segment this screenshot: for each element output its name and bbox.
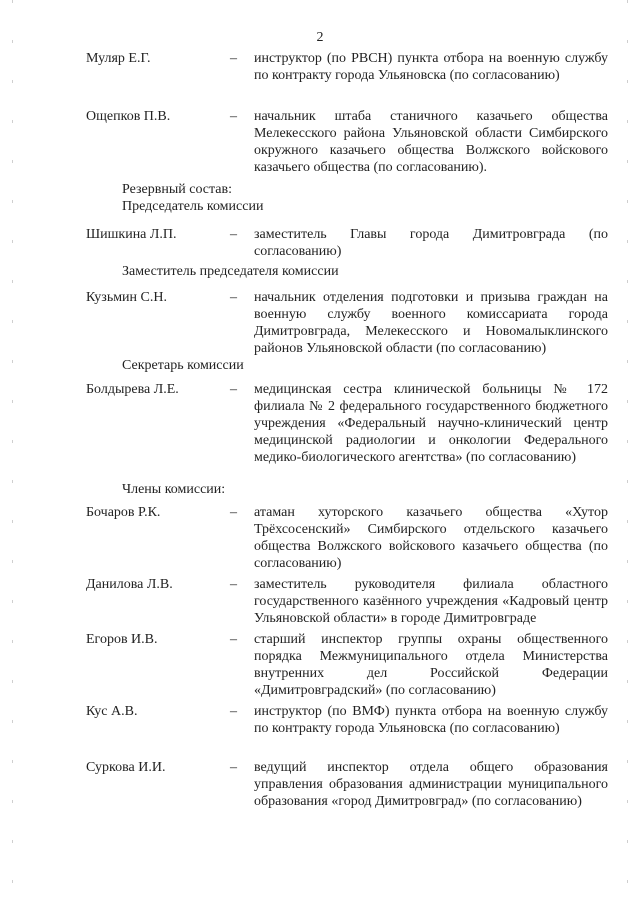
entry-name: Кузьмин С.Н. [86,290,167,305]
entry-name: Егоров И.В. [86,632,158,647]
deputy-heading: Заместитель председателя комиссии [122,264,339,279]
entry-dash: – [230,109,237,124]
entry-name: Болдырева Л.Е. [86,382,179,397]
chair-heading: Председатель комиссии [122,199,264,214]
entry-name: Бочаров Р.К. [86,505,161,520]
entry-name: Шишкина Л.П. [86,227,177,242]
entry-description: ведущий инспектор отдела общего образования управления образования администрации муниципального образования «город Димитровград» (по согласованию) [254,760,608,809]
entry-description: начальник штаба станичного казачьего общества Мелекесского района Ульяновской области Симбирского окружного казачьего общества Волжского войскового казачьего общества (по согласованию). [254,109,608,175]
entry-dash: – [230,227,237,242]
entry-description: начальник отделения подготовки и призыва граждан на военную службу военного комиссариата города Димитровграда, Мелекесского и Новомалыклинского районов Ульяновской области (по согласованию) [254,290,608,356]
secretary-heading: Секретарь комиссии [122,358,244,373]
entry-dash: – [230,760,237,775]
entry-description: атаман хуторского казачьего общества «Хутор Трёхсосенский» Симбирского отдельского казачьего общества Волжского войскового казачьего общества (по согласованию) [254,505,608,571]
entry-dash: – [230,577,237,592]
entry-dash: – [230,632,237,647]
entry-dash: – [230,704,237,719]
entry-description: инструктор (по РВСН) пункта отбора на военную службу по контракту города Ульяновска (по согласованию) [254,51,608,83]
reserve-heading: Резервный состав: [122,182,233,197]
entry-description: медицинская сестра клинической больницы № 172 филиала № 2 федерального государственного бюджетного учреждения «Федеральный научно-клинический центр медицинской радиологии и онкологии Федерального медико-биологического агентства» (по согласованию) [254,382,608,465]
scan-edge-right [627,0,628,905]
entry-description: инструктор (по ВМФ) пункта отбора на военную службу по контракту города Ульяновска (по согласованию) [254,704,608,736]
entry-name: Суркова И.И. [86,760,166,775]
scan-edge-left [12,0,13,905]
entry-description: заместитель руководителя филиала областного государственного казённого учреждения «Кадровый центр Ульяновской области» в городе Димитровграде [254,577,608,626]
entry-name: Кус А.В. [86,704,138,719]
entry-description: старший инспектор группы охраны общественного порядка Межмуниципального отдела Министерства внутренних дел Российской Федерации «Димитровградский» (по согласованию) [254,632,608,698]
entry-dash: – [230,382,237,397]
page-number: 2 [316,30,324,45]
entry-description: заместитель Главы города Димитровграда (по согласованию) [254,227,608,259]
entry-dash: – [230,290,237,305]
entry-dash: – [230,505,237,520]
entry-dash: – [230,51,237,66]
entry-name: Ощепков П.В. [86,109,171,124]
entry-name: Данилова Л.В. [86,577,173,592]
entry-name: Муляр Е.Г. [86,51,151,66]
members-heading: Члены комиссии: [122,482,226,497]
